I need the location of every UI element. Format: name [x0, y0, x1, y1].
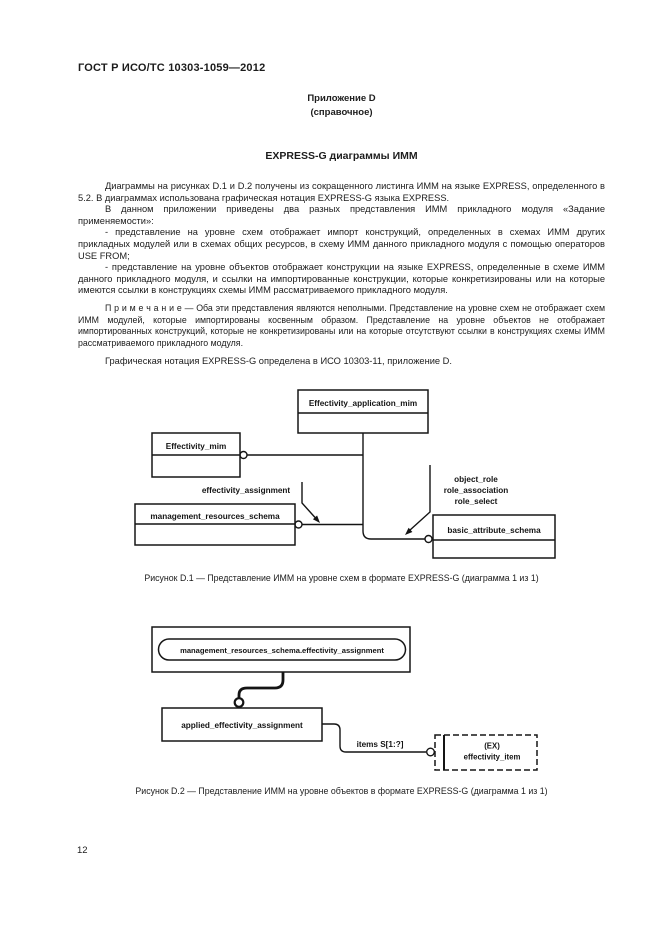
figure-d2-diagram [135, 620, 555, 778]
reference-stroke-role-types [410, 465, 431, 531]
figure-d2-caption: Рисунок D.2 — Представление ИММ на уровне объектов в формате EXPRESS-G (диаграмма 1 из 1) [135, 786, 548, 796]
schema-box-management-resources-schema [135, 504, 295, 545]
figure-d1-diagram [130, 385, 570, 565]
connector-schema-to-entity [239, 671, 283, 698]
circle-terminator-icon [425, 536, 432, 543]
schema-interface-label: management_resources_schema.effectivity_assignment [180, 646, 384, 655]
paragraph-two-views: В данном приложении приведены два разных представления ИММ прикладного модуля «Задание применяемости»: [78, 204, 605, 226]
paragraph-schema-level: - представление на уровне схем отображает импорт конструкций, определенных в схемах ИММ других прикладных модулей или в схемах общих ресурсов, в схему ИММ данного прикладного модуля с помощью операторов USE FROM; [78, 227, 605, 261]
label-object-role: object_role [454, 475, 498, 484]
circle-terminator-icon [427, 748, 435, 756]
schema-box-basic-attribute-schema [433, 515, 555, 558]
schema-box-label: Effectivity_mim [165, 442, 227, 451]
entity-box-label: applied_effectivity_assignment [181, 721, 303, 730]
schema-box-label: management_resources_schema [150, 512, 280, 521]
circle-terminator-icon [295, 521, 302, 528]
note-paragraph: П р и м е ч а н и е — Оба эти представления являются неполными. Представление на уровне схем не отображает схем ИММ модулей, которые импортированы косвенным образом. Представление на уровне объектов не отображает импортированных конструкций, которые не конкретизированы или на которые отсутствуют ссылки в конструкциях схемы ИММ рассматриваемого прикладного модуля. [78, 302, 605, 348]
circle-terminator-icon [240, 452, 247, 459]
connector-application-to-basic [363, 433, 433, 539]
label-role-association: role_association [443, 486, 509, 495]
paragraph-intro: Диаграммы на рисунках D.1 и D.2 получены из сокращенного листинга ИММ на языке EXPRESS, определенного в 5.2. В диаграммах использована графическая нотация EXPRESS-G языка EXPRESS. [78, 181, 605, 203]
circle-terminator-icon [235, 698, 244, 707]
external-marker-label: (EX) [484, 741, 500, 751]
annex-title: Приложение D [307, 93, 376, 104]
interfaced-schema-construct [152, 627, 410, 672]
reference-stroke-effectivity-assignment [302, 482, 316, 518]
external-entity-label: effectivity_item [463, 752, 521, 762]
document-number-header: ГОСТ Р ИСО/ТС 10303-1059—2012 [78, 62, 266, 74]
schema-box-effectivity-mim [152, 433, 240, 477]
section-title: EXPRESS-G диаграммы ИММ [265, 150, 418, 162]
label-items-cardinality: items S[1:?] [356, 740, 404, 749]
label-role-select: role_select [454, 497, 498, 506]
body-text-block [78, 181, 605, 368]
entity-box-applied-effectivity-assignment [162, 708, 322, 741]
page-number: 12 [77, 845, 88, 856]
schema-box-label: Effectivity_application_mim [308, 399, 418, 408]
paragraph-entity-level: - представление на уровне объектов отображает конструкции на языке EXPRESS, определенные в схеме ИММ данного прикладного модуля, и ссылки на импортированные конструкции, которые конкретизированы или на которые имеются ссылки в конструкциях схемы ИММ рассматриваемого прикладного модуля. [78, 262, 605, 296]
label-effectivity-assignment: effectivity_assignment [201, 486, 291, 495]
schema-box-label: basic_attribute_schema [447, 526, 541, 535]
external-entity-effectivity-item [435, 735, 537, 770]
figure-d1-caption: Рисунок D.1 — Представление ИММ на уровне схем в формате EXPRESS-G (диаграмма 1 из 1) [144, 573, 539, 583]
schema-box-effectivity-application-mim [298, 390, 428, 433]
paragraph-notation-ref: Графическая нотация EXPRESS-G определена в ИСО 10303-11, приложение D. [105, 356, 452, 367]
annex-subtitle: (справочное) [310, 107, 373, 118]
